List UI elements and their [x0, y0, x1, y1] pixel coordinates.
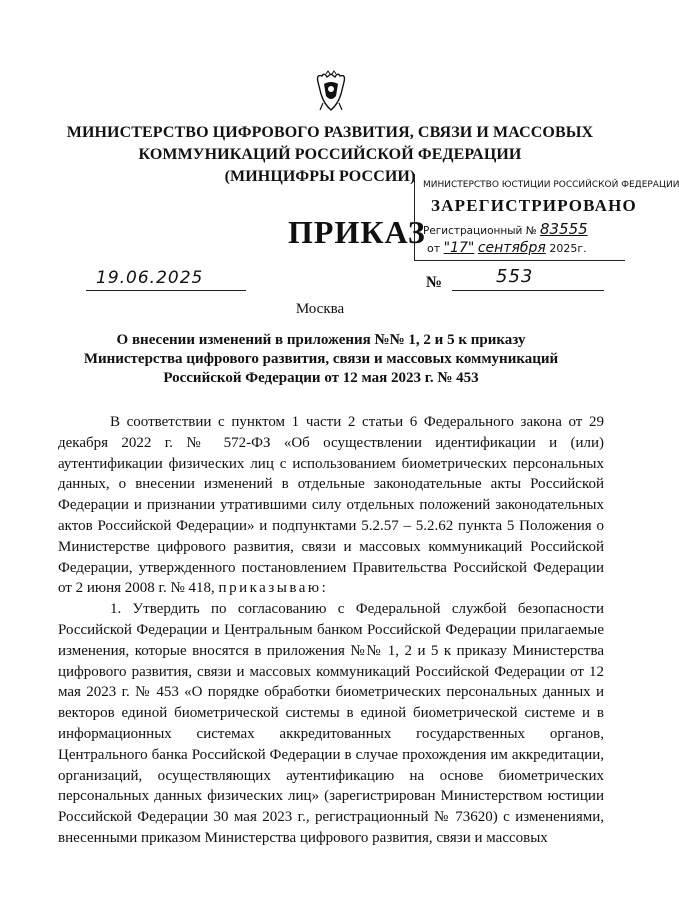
stamp-date-day: "17": [443, 240, 475, 256]
order-date: 19.06.2025: [96, 268, 204, 288]
body-paragraph-1-text: В соответствии с пунктом 1 части 2 статьи 6 Федерального закона от 29 декабря 2022 г. № 572-ФЗ «Об осуществлении идентификации и (или) аутентификации физических лиц с использованием биометрических персональных данных, о внесении изменений в отдельные законодательные акты Российской Федерации и признании утратившими силу отдельных положений законодательных актов Российской Федерации» и подпунктами 5.2.57 – 5.2.62 пункта 5 Положения о Министерстве цифрового развития, связи и массовых коммуникаций Российской Федерации, утвержденного постановлением Правительства Российской Федерации от 2 июня 2008 г. № 418,: [58, 414, 604, 597]
coat-of-arms-emblem: [314, 70, 348, 114]
order-number: 553: [496, 266, 534, 287]
ministry-name-line1: МИНИСТЕРСТВО ЦИФРОВОГО РАЗВИТИЯ, СВЯЗИ И МАССОВЫХ: [66, 124, 594, 141]
stamp-date-row: [427, 240, 587, 256]
body-paragraph-2: 1. Утвердить по согласованию с Федеральной службой безопасности Российской Федерации и Центральным банком Российской Федерации прилагаемые изменения, которые вносятся в приложения №№ 1, 2 и 5 к приказу Министерства цифрового развития, связи и массовых коммуникаций Российской Федерации от 12 мая 2023 г. № 453 «О порядке обработки биометрических персональных данных и векторов единой биометрической системы в единой биометрической системе и в информационных системах аккредитованных государственных органов, Центрального банка Российской Федерации в случае прохождения им аккредитации, организаций, осуществляющих аутентификацию на основе биометрических персональных данных физических лиц» (зарегистрирован Министерством юстиции Российской Федерации 30 мая 2023 г., регистрационный № 73620) с изменениями, внесенными приказом Министерства цифрового развития, связи и массовых: [58, 601, 604, 846]
city: Москва: [295, 301, 345, 317]
order-body: [58, 412, 604, 849]
stamp-reg-number: 83555: [539, 220, 588, 238]
order-directive: приказываю:: [218, 580, 329, 597]
order-number-label: №: [426, 274, 443, 291]
body-paragraph-1: [58, 412, 604, 599]
stamp-status: ЗАРЕГИСТРИРОВАНО: [431, 196, 637, 215]
stamp-ministry: МИНИСТЕРСТВО ЮСТИЦИИ РОССИЙСКОЙ ФЕДЕРАЦИИ: [423, 180, 679, 190]
stamp-reg-row: [423, 220, 588, 238]
stamp-date-prefix: от: [427, 242, 441, 255]
document-type-title: ПРИКАЗ: [288, 214, 426, 250]
stamp-date-month: сентября: [477, 240, 546, 256]
ministry-short-name: (МИНЦИФРЫ РОССИИ): [224, 168, 416, 185]
ministry-name-line2: КОММУНИКАЦИЙ РОССИЙСКОЙ ФЕДЕРАЦИИ: [138, 146, 522, 163]
stamp-date-year: 2025г.: [549, 242, 587, 255]
stamp-reg-label: Регистрационный №: [423, 225, 537, 237]
order-subject: О внесении изменений в приложения №№ 1, 2 и 5 к приказу Министерства цифрового развития, связи и массовых коммуникаций Российской Федерации от 12 мая 2023 г. № 453: [83, 332, 559, 386]
registration-stamp: [414, 174, 679, 261]
